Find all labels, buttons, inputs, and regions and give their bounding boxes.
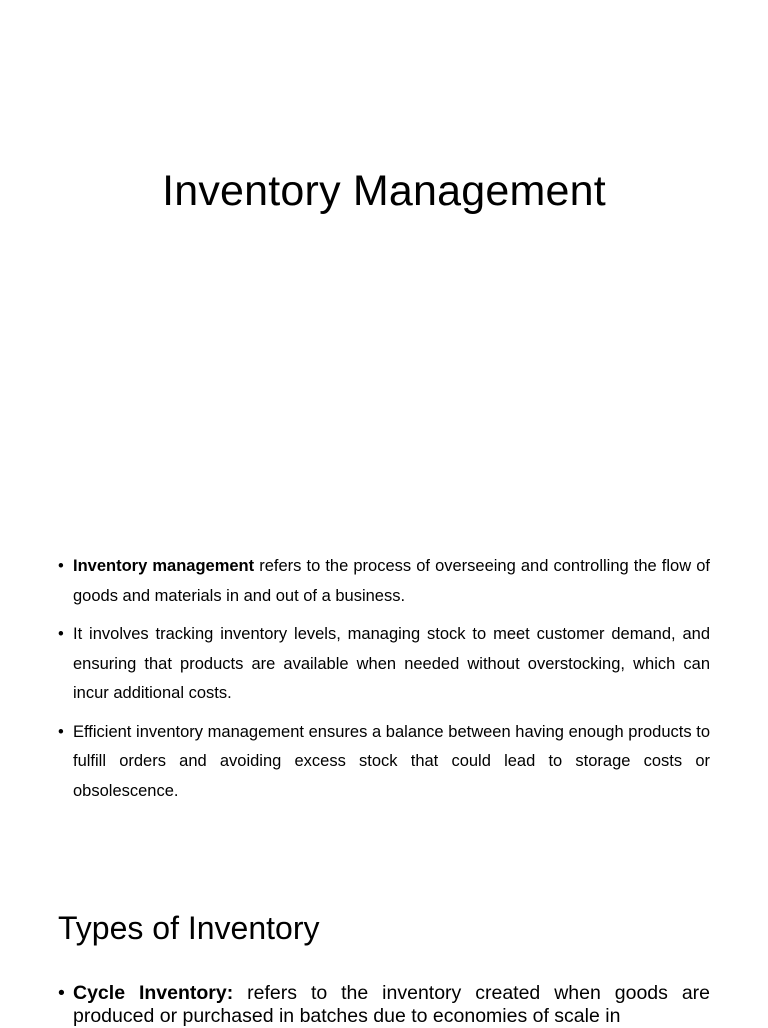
bullet-text: refers to the process of overseeing and controlling the flow of goods and materials in and out of a business.	[73, 557, 710, 605]
bullet-icon: •	[58, 625, 64, 643]
bullet-item	[58, 620, 710, 709]
bullet-item	[58, 718, 710, 807]
bullet-text: refers to the inventory created when goods are produced or purchased in batches due to economies of scale in	[73, 982, 710, 1027]
bullet-list	[58, 982, 710, 1028]
slide-types-of-inventory	[0, 860, 768, 1027]
slide-heading: Types of Inventory	[58, 910, 320, 946]
bullet-item	[58, 552, 710, 611]
bullet-icon: •	[58, 982, 65, 1004]
bullet-text: It involves tracking inventory levels, managing stock to meet customer demand, and ensuring that products are available when needed without overstocking, which can incur additional costs.	[73, 625, 710, 702]
bullet-list	[58, 552, 710, 815]
bullet-bold-term: Inventory management	[73, 557, 255, 575]
bullet-item	[58, 982, 710, 1028]
slide-title: Inventory Management	[162, 167, 606, 215]
bullet-icon: •	[58, 722, 64, 741]
bullet-bold-term: Cycle Inventory:	[73, 982, 234, 1004]
bullet-icon: •	[58, 557, 64, 575]
bullet-text: Efficient inventory management ensures a balance between having enough products to fulfill orders and avoiding excess stock that could lead to storage costs or obsolescence.	[73, 722, 710, 800]
